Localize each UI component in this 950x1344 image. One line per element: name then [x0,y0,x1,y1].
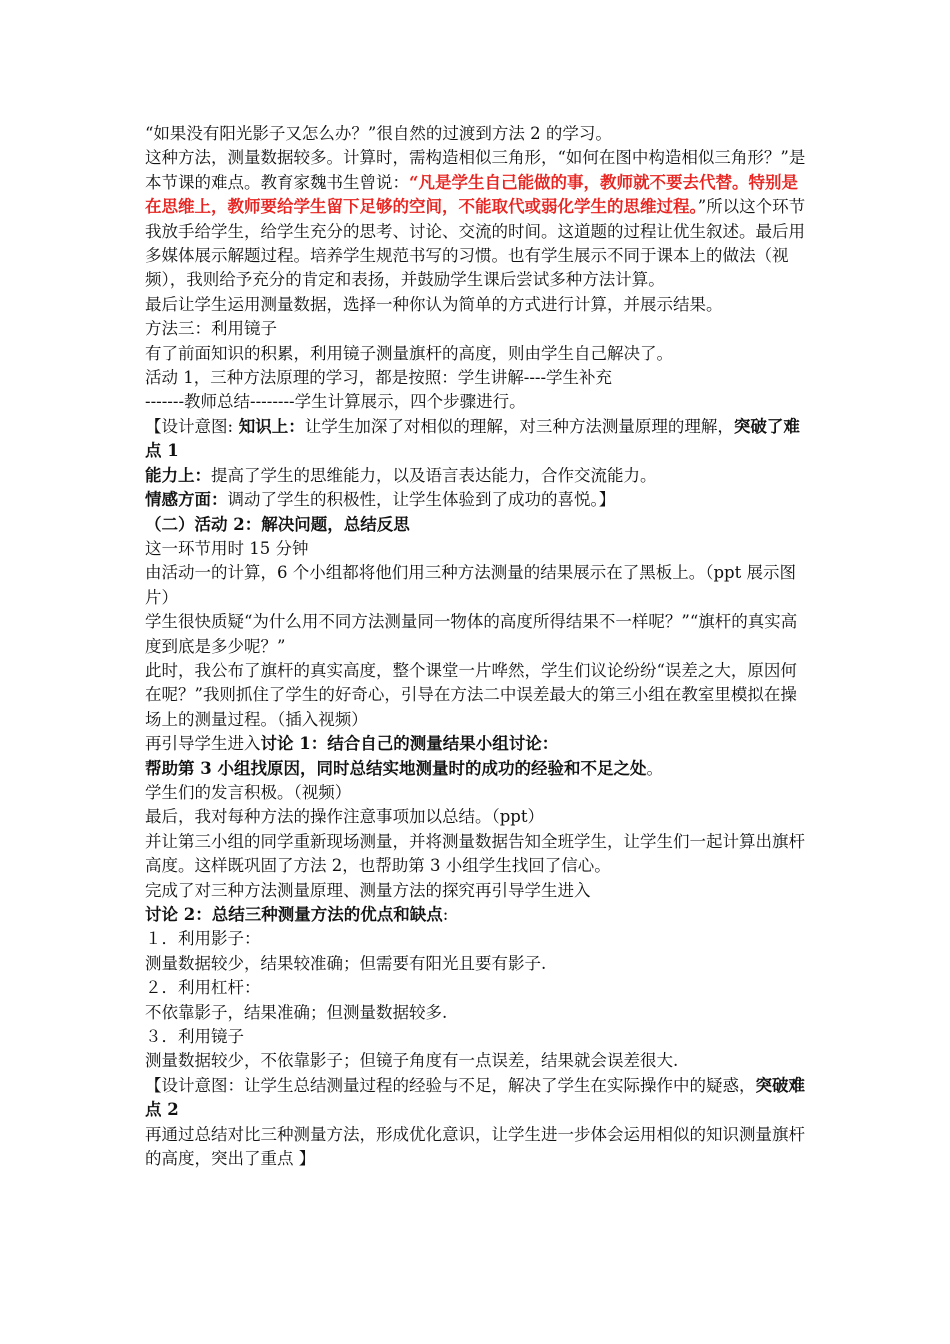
paragraph [145,805,810,829]
text-line: ３．利用镜子 [145,1027,244,1047]
list-item [145,976,810,1000]
text-line: 活动 1，三种方法原理的学习，都是按照：学生讲解----学生补充 [145,368,613,388]
text-run: 【设计意图：让学生总结测量过程的经验与不足，解决了学生在实际操作中的疑惑， [145,1075,756,1095]
text-run: ”所以这个环节我放手给学生，给学生充分的思考、讨论、交流的时间。这道题的过程让优生叙述。最后用多媒体展示解题过程。培养学生规范书写的习惯。也有学生展示不同于课本上的做法（视频），我则给予充分的肯定和表扬，并鼓励学生课后尝试多种方法计算。 [145,197,806,290]
bold-label: 知识上： [233,416,305,436]
text-line: 由活动一的计算，6 个小组都将他们用三种方法测量的结果展示在了黑板上。（ppt 展示图片） [145,563,796,607]
paragraph [145,781,810,805]
text-line: ２．利用杠杆： [145,978,261,998]
text-line: 最后，我对每种方法的操作注意事项加以总结。（ppt） [145,807,545,827]
bold-label: 突破了难点 1 [145,416,800,461]
paragraph [145,390,810,414]
list-item-detail [145,1049,810,1073]
text-run: 调动了学生的积极性，让学生体验到了成功的喜悦。】 [227,490,616,510]
method-three-heading [145,317,810,341]
bold-label: 能力上： [145,465,211,485]
text-line: 这一环节用时 15 分钟 [145,538,309,558]
paragraph [145,757,810,781]
document-body [145,122,810,1171]
text-line: “如果没有阳光影子又怎么办？”很自然的过渡到方法 2 的学习。 [145,124,612,143]
design-intent-2 [145,1074,810,1123]
text-line: 再通过总结对比三种测量方法，形成优化意识，让学生进一步体会运用相似的知识测量旗杆的高度，突出了重点 】 [145,1124,805,1169]
text-line: 完成了对三种方法测量原理、测量方法的探究再引导学生进入 [145,880,591,900]
paragraph [145,561,810,610]
text-line: 方法三：利用镜子 [145,319,277,339]
text-line: 学生很快质疑“为什么用不同方法测量同一物体的高度所得结果不一样呢？”“旗杆的真实高度到底是多少呢？” [145,612,798,656]
paragraph [145,659,810,732]
discussion-two-line [145,903,810,927]
paragraph [145,830,810,879]
bold-label: 讨论 2：总结三种测量方法的优点和缺点 [145,905,443,924]
text-line: （二）活动 2：解决问题，总结反思 [145,514,410,534]
ability-line [145,464,810,488]
discussion-one-line [145,732,810,756]
text-line: １．利用影子： [145,929,261,949]
paragraph [145,610,810,659]
text-line: 最后让学生运用测量数据，选择一种你认为简单的方式进行计算，并展示结果。 [145,294,723,314]
bold-label: 讨论 1：结合自己的测量结果小组讨论： [260,734,559,754]
paragraph [145,293,810,317]
list-item-detail [145,1001,810,1025]
list-item [145,1025,810,1049]
text-line: -------教师总结--------学生计算展示，四个步骤进行。 [145,392,526,412]
highlighted-quote: “凡是学生自己能做的事，教师就不要去代替。特别是在思维上，教师要给学生留下足够的空间，不能取代或弱化学生的思维过程。 [145,172,798,217]
paragraph [145,1123,810,1172]
bold-label: 突破难点 2 [145,1075,805,1120]
paragraph [145,366,810,390]
text-line: 有了前面知识的积累，利用镜子测量旗杆的高度，则由学生自己解决了。 [145,343,673,363]
list-item-detail [145,952,810,976]
text-line: 不依靠影子，结果准确；但测量数据较多. [145,1002,448,1022]
paragraph [145,537,810,561]
bold-label: 情感方面： [145,490,228,510]
text-run: 。 [646,758,663,778]
text-run: 再引导学生进入 [145,734,261,754]
paragraph-quote [145,146,810,292]
paragraph [145,342,810,366]
text-line: 测量数据较少，不依靠影子；但镜子角度有一点误差，结果就会误差很大. [145,1051,679,1071]
emotion-line [145,488,810,512]
text-run: 【设计意图: [145,416,234,436]
activity-two-heading [145,513,810,537]
list-item [145,927,810,951]
paragraph [145,879,810,903]
design-intent-1 [145,415,810,464]
text-line: 学生们的发言积极。（视频） [145,782,352,802]
text-run: : [442,905,449,924]
text-run: 这种方法，测量数据较多。计算时，需构造相似三角形，“如何在图中构造相似三角形？”是本节课的难点。教育家魏书生曾说： [145,148,806,192]
text-line: 并让第三小组的同学重新现场测量，并将测量数据告知全班学生，让学生们一起计算出旗杆高度。这样既巩固了方法 2，也帮助第 3 小组学生找回了信心。 [145,831,805,876]
text-line: 测量数据较少，结果较准确；但需要有阳光且要有影子. [145,953,547,973]
text-run: 让学生加深了对相似的理解，对三种方法测量原理的理解， [304,416,734,436]
paragraph [145,122,810,146]
bold-label: 帮助第 3 小组找原因，同时总结实地测量时的成功的经验和不足之处 [145,758,647,778]
text-line: 此时，我公布了旗杆的真实高度，整个课堂一片哗然，学生们议论纷纷“误差之大，原因何在呢？”我则抓住了学生的好奇心，引导在方法二中误差最大的第三小组在教室里模拟在操场上的测量过程。（插入视频） [145,660,797,729]
text-run: 提高了学生的思维能力，以及语言表达能力，合作交流能力。 [211,465,657,485]
